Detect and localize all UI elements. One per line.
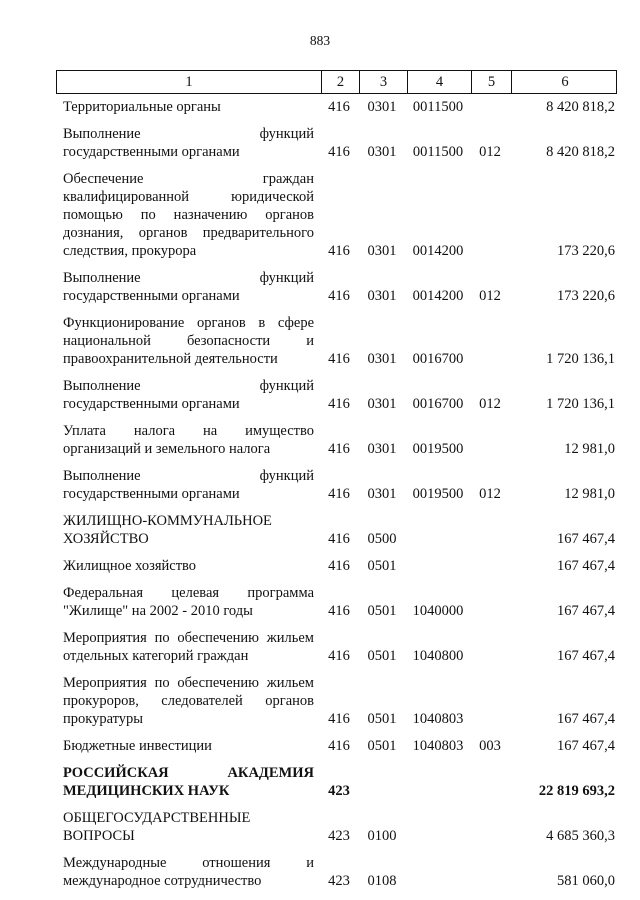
row-col-5: 012 (479, 288, 501, 304)
row-col-3: 0301 (367, 288, 397, 304)
row-col-2: 416 (328, 711, 350, 727)
row-col-3: 0501 (367, 738, 397, 754)
row-name: Территориальные органы (63, 99, 221, 115)
row-col-2: 416 (328, 738, 350, 754)
row-col-4: 1040000 (412, 603, 464, 619)
row-col-3: 0301 (367, 441, 397, 457)
table-row (56, 170, 617, 260)
row-col-3: 0108 (367, 873, 397, 889)
row-col-4: 0014200 (412, 243, 464, 259)
table-row (56, 809, 617, 845)
row-col-3: 0301 (367, 99, 397, 115)
row-col-4: 0016700 (412, 351, 464, 367)
row-amount: 12 981,0 (564, 486, 615, 502)
row-col-2: 416 (328, 396, 350, 412)
row-col-3: 0301 (367, 351, 397, 367)
row-name: Уплата налога на имущество организаций и земельного налога (63, 423, 314, 457)
row-col-3: 0501 (367, 711, 397, 727)
table-row (56, 422, 617, 458)
row-col-3: 0501 (367, 648, 397, 664)
row-amount: 8 420 818,2 (546, 144, 615, 160)
row-col-5: 012 (479, 396, 501, 412)
row-amount: 167 467,4 (557, 648, 615, 664)
row-amount: 22 819 693,2 (538, 783, 615, 799)
table-header (56, 70, 617, 94)
page-number: 883 (309, 33, 331, 48)
row-col-3: 0501 (367, 558, 397, 574)
row-amount: 581 060,0 (557, 873, 615, 889)
row-amount: 167 467,4 (557, 738, 615, 754)
table-row (56, 854, 617, 890)
table-row (56, 584, 617, 620)
row-name: ЖИЛИЩНО-КОММУНАЛЬНОЕ ХОЗЯЙСТВО (63, 513, 272, 547)
row-name: Жилищное хозяйство (63, 558, 197, 574)
row-name: Выполнение функций государственными органами (63, 468, 314, 502)
table-row (56, 629, 617, 665)
row-col-2: 423 (328, 828, 350, 844)
table-row (56, 269, 617, 305)
row-col-3: 0501 (367, 603, 397, 619)
row-col-4: 0011500 (412, 99, 464, 115)
header-col-2: 2 (321, 71, 359, 93)
row-col-5: 012 (479, 144, 501, 160)
row-name: ОБЩЕГОСУДАРСТВЕННЫЕ ВОПРОСЫ (63, 810, 251, 844)
table-row (56, 764, 617, 800)
row-amount: 167 467,4 (557, 558, 615, 574)
header-col-5: 5 (471, 71, 511, 93)
row-amount: 8 420 818,2 (546, 99, 615, 115)
table-row (56, 467, 617, 503)
row-col-2: 416 (328, 603, 350, 619)
row-col-3: 0500 (367, 531, 397, 547)
row-amount: 1 720 136,1 (546, 351, 615, 367)
row-col-2: 416 (328, 486, 350, 502)
row-col-4: 0011500 (412, 144, 464, 160)
row-col-4: 1040803 (412, 738, 464, 754)
row-amount: 167 467,4 (557, 531, 615, 547)
row-name: Функционирование органов в сфере национальной безопасности и правоохранительной деятельности (63, 315, 314, 367)
table-body (56, 98, 617, 890)
row-col-4: 1040800 (412, 648, 464, 664)
row-col-4: 1040803 (412, 711, 464, 727)
row-col-2: 416 (328, 144, 350, 160)
header-col-6: 6 (511, 71, 618, 93)
row-col-2: 416 (328, 441, 350, 457)
table-row (56, 125, 617, 161)
row-amount: 167 467,4 (557, 711, 615, 727)
row-name: Федеральная целевая программа "Жилище" на 2002 - 2010 годы (63, 585, 314, 619)
row-col-2: 416 (328, 243, 350, 259)
row-amount: 173 220,6 (557, 288, 615, 304)
row-col-4: 0014200 (412, 288, 464, 304)
row-col-2: 416 (328, 351, 350, 367)
table-row (56, 674, 617, 728)
row-amount: 1 720 136,1 (546, 396, 615, 412)
row-name: Международные отношения и международное сотрудничество (63, 855, 314, 889)
row-name: Обеспечение граждан квалифицированной юридической помощью по назначению органов дознания, органов предварительного следствия, прокурора (63, 171, 314, 259)
row-col-2: 423 (328, 873, 350, 889)
row-col-3: 0100 (367, 828, 397, 844)
table-row (56, 377, 617, 413)
row-col-5: 003 (479, 738, 501, 754)
row-col-2: 416 (328, 288, 350, 304)
row-name: Выполнение функций государственными органами (63, 378, 314, 412)
row-col-3: 0301 (367, 144, 397, 160)
row-col-2: 416 (328, 648, 350, 664)
budget-table (56, 70, 617, 899)
row-name: Мероприятия по обеспечению жильем отдельных категорий граждан (63, 630, 314, 664)
row-col-3: 0301 (367, 396, 397, 412)
row-name: Бюджетные инвестиции (63, 738, 212, 754)
row-col-3: 0301 (367, 243, 397, 259)
table-row (56, 98, 617, 116)
header-col-3: 3 (359, 71, 407, 93)
row-col-2: 416 (328, 558, 350, 574)
row-name: Выполнение функций государственными органами (63, 270, 314, 304)
header-col-4: 4 (407, 71, 471, 93)
row-col-2: 416 (328, 99, 350, 115)
header-col-1: 1 (185, 74, 193, 90)
row-name: РОССИЙСКАЯ АКАДЕМИЯ МЕДИЦИНСКИХ НАУК (63, 765, 314, 799)
row-amount: 167 467,4 (557, 603, 615, 619)
row-col-4: 0019500 (412, 486, 464, 502)
table-row (56, 314, 617, 368)
row-col-5: 012 (479, 486, 501, 502)
table-row (56, 512, 617, 548)
row-name: Выполнение функций государственными органами (63, 126, 314, 160)
table-row (56, 557, 617, 575)
table-row (56, 737, 617, 755)
row-amount: 173 220,6 (557, 243, 615, 259)
row-amount: 12 981,0 (564, 441, 615, 457)
row-name: Мероприятия по обеспечению жильем прокуроров, следователей органов прокуратуры (63, 675, 314, 727)
row-col-2: 416 (328, 531, 350, 547)
row-col-4: 0019500 (412, 441, 464, 457)
row-amount: 4 685 360,3 (546, 828, 615, 844)
row-col-2: 423 (328, 783, 350, 799)
row-col-4: 0016700 (412, 396, 464, 412)
row-col-3: 0301 (367, 486, 397, 502)
